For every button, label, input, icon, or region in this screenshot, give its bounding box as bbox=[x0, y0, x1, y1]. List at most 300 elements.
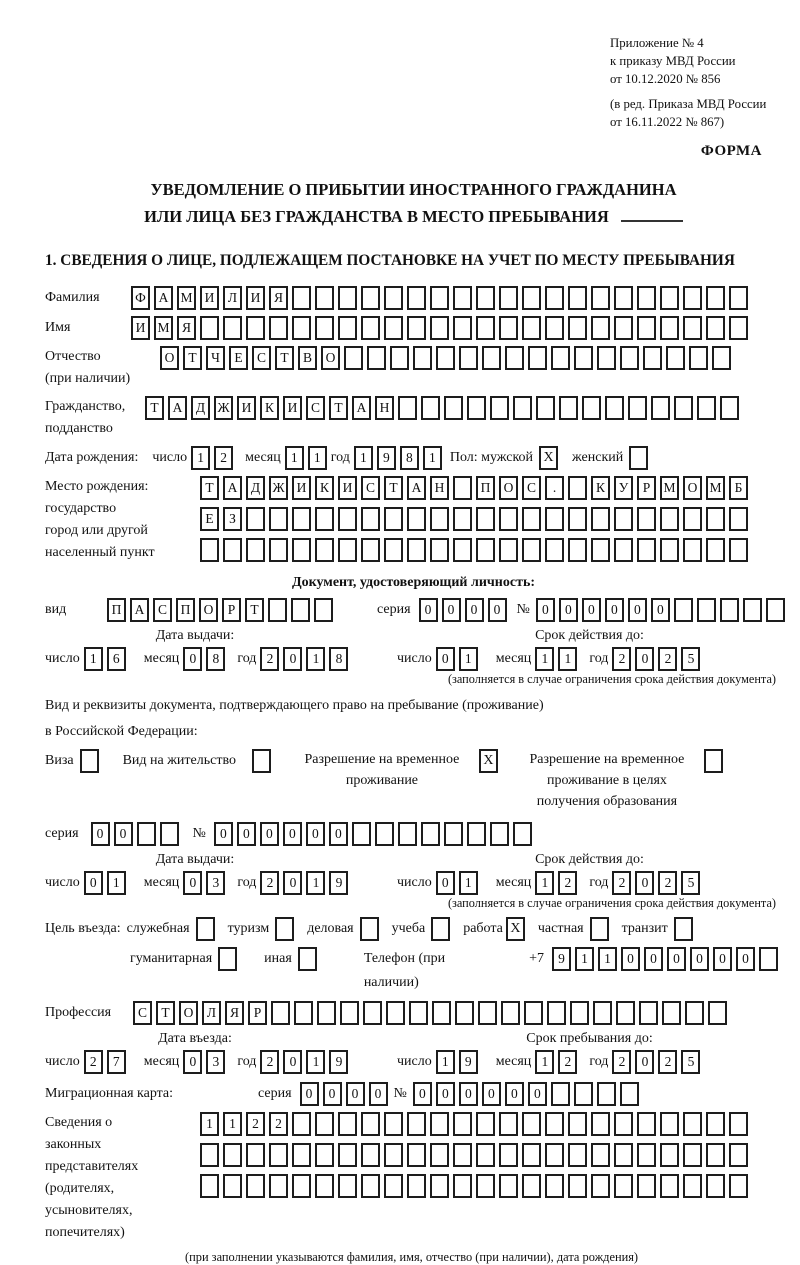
char-cell[interactable] bbox=[545, 286, 564, 310]
char-cell[interactable] bbox=[200, 1143, 219, 1167]
char-cell[interactable] bbox=[643, 346, 662, 370]
visa-checkbox[interactable] bbox=[80, 749, 99, 773]
char-cell[interactable]: А bbox=[154, 286, 173, 310]
char-cell[interactable] bbox=[660, 507, 679, 531]
char-cell[interactable] bbox=[338, 1174, 357, 1198]
char-cell[interactable] bbox=[683, 1174, 702, 1198]
char-cell[interactable]: 0 bbox=[635, 1050, 654, 1074]
char-cell[interactable] bbox=[574, 346, 593, 370]
char-cell[interactable]: 0 bbox=[582, 598, 601, 622]
char-cell[interactable] bbox=[413, 346, 432, 370]
char-cell[interactable] bbox=[597, 1082, 616, 1106]
business-checkbox[interactable] bbox=[360, 917, 379, 941]
char-cell[interactable]: М bbox=[177, 286, 196, 310]
char-cell[interactable]: Т bbox=[156, 1001, 175, 1025]
char-cell[interactable] bbox=[453, 1174, 472, 1198]
char-cell[interactable]: Ж bbox=[269, 476, 288, 500]
char-cell[interactable]: Д bbox=[191, 396, 210, 420]
char-cell[interactable]: 0 bbox=[436, 647, 455, 671]
char-cell[interactable]: 0 bbox=[300, 1082, 319, 1106]
char-cell[interactable]: И bbox=[283, 396, 302, 420]
char-cell[interactable] bbox=[683, 316, 702, 340]
char-cell[interactable] bbox=[660, 538, 679, 562]
char-cell[interactable] bbox=[421, 822, 440, 846]
char-cell[interactable] bbox=[453, 316, 472, 340]
char-cell[interactable]: 0 bbox=[419, 598, 438, 622]
char-cell[interactable]: А bbox=[130, 598, 149, 622]
char-cell[interactable] bbox=[292, 1112, 311, 1136]
char-cell[interactable]: 0 bbox=[346, 1082, 365, 1106]
char-cell[interactable] bbox=[545, 507, 564, 531]
char-cell[interactable] bbox=[384, 1174, 403, 1198]
char-cell[interactable] bbox=[524, 1001, 543, 1025]
sex-male-checkbox[interactable]: X bbox=[539, 446, 558, 470]
char-cell[interactable] bbox=[338, 316, 357, 340]
char-cell[interactable]: Л bbox=[223, 286, 242, 310]
char-cell[interactable]: 0 bbox=[436, 1082, 455, 1106]
char-cell[interactable] bbox=[499, 1174, 518, 1198]
char-cell[interactable]: 2 bbox=[658, 1050, 677, 1074]
char-cell[interactable] bbox=[467, 822, 486, 846]
char-cell[interactable] bbox=[430, 507, 449, 531]
char-cell[interactable]: 0 bbox=[621, 947, 640, 971]
char-cell[interactable] bbox=[338, 507, 357, 531]
char-cell[interactable] bbox=[637, 1174, 656, 1198]
char-cell[interactable] bbox=[223, 1174, 242, 1198]
char-cell[interactable]: 2 bbox=[658, 871, 677, 895]
char-cell[interactable]: 1 bbox=[285, 446, 304, 470]
char-cell[interactable]: 1 bbox=[306, 1050, 325, 1074]
char-cell[interactable] bbox=[315, 1174, 334, 1198]
char-cell[interactable] bbox=[505, 346, 524, 370]
char-cell[interactable] bbox=[384, 507, 403, 531]
char-cell[interactable]: 0 bbox=[442, 598, 461, 622]
char-cell[interactable] bbox=[476, 1112, 495, 1136]
char-cell[interactable] bbox=[614, 1112, 633, 1136]
char-cell[interactable]: 5 bbox=[681, 1050, 700, 1074]
char-cell[interactable] bbox=[568, 1143, 587, 1167]
char-cell[interactable]: 0 bbox=[369, 1082, 388, 1106]
char-cell[interactable] bbox=[137, 822, 156, 846]
char-cell[interactable] bbox=[407, 316, 426, 340]
char-cell[interactable] bbox=[637, 286, 656, 310]
char-cell[interactable] bbox=[223, 1143, 242, 1167]
char-cell[interactable]: 2 bbox=[260, 1050, 279, 1074]
char-cell[interactable] bbox=[476, 1143, 495, 1167]
char-cell[interactable] bbox=[338, 1112, 357, 1136]
char-cell[interactable] bbox=[720, 396, 739, 420]
char-cell[interactable]: 0 bbox=[644, 947, 663, 971]
char-cell[interactable] bbox=[689, 346, 708, 370]
char-cell[interactable]: 0 bbox=[306, 822, 325, 846]
char-cell[interactable]: 2 bbox=[260, 647, 279, 671]
char-cell[interactable]: 1 bbox=[84, 647, 103, 671]
char-cell[interactable] bbox=[352, 822, 371, 846]
char-cell[interactable] bbox=[444, 822, 463, 846]
char-cell[interactable]: Л bbox=[202, 1001, 221, 1025]
char-cell[interactable] bbox=[697, 598, 716, 622]
char-cell[interactable] bbox=[545, 1143, 564, 1167]
char-cell[interactable]: Р bbox=[248, 1001, 267, 1025]
char-cell[interactable] bbox=[614, 1174, 633, 1198]
char-cell[interactable] bbox=[712, 346, 731, 370]
char-cell[interactable]: . bbox=[545, 476, 564, 500]
char-cell[interactable]: 0 bbox=[667, 947, 686, 971]
char-cell[interactable] bbox=[384, 1112, 403, 1136]
char-cell[interactable] bbox=[269, 1143, 288, 1167]
char-cell[interactable] bbox=[344, 346, 363, 370]
char-cell[interactable]: 2 bbox=[260, 871, 279, 895]
char-cell[interactable]: 1 bbox=[354, 446, 373, 470]
char-cell[interactable]: 8 bbox=[400, 446, 419, 470]
char-cell[interactable]: 0 bbox=[559, 598, 578, 622]
char-cell[interactable] bbox=[614, 507, 633, 531]
char-cell[interactable]: 0 bbox=[528, 1082, 547, 1106]
char-cell[interactable] bbox=[482, 346, 501, 370]
char-cell[interactable] bbox=[407, 286, 426, 310]
char-cell[interactable] bbox=[315, 316, 334, 340]
char-cell[interactable] bbox=[223, 538, 242, 562]
char-cell[interactable] bbox=[315, 507, 334, 531]
char-cell[interactable]: 2 bbox=[214, 446, 233, 470]
char-cell[interactable]: О bbox=[160, 346, 179, 370]
char-cell[interactable] bbox=[269, 507, 288, 531]
char-cell[interactable] bbox=[338, 538, 357, 562]
char-cell[interactable]: 0 bbox=[183, 1050, 202, 1074]
char-cell[interactable] bbox=[455, 1001, 474, 1025]
char-cell[interactable]: Т bbox=[145, 396, 164, 420]
char-cell[interactable] bbox=[545, 538, 564, 562]
char-cell[interactable] bbox=[421, 396, 440, 420]
char-cell[interactable] bbox=[453, 286, 472, 310]
char-cell[interactable] bbox=[729, 1143, 748, 1167]
char-cell[interactable]: 0 bbox=[436, 871, 455, 895]
char-cell[interactable] bbox=[200, 538, 219, 562]
char-cell[interactable] bbox=[568, 316, 587, 340]
char-cell[interactable] bbox=[269, 538, 288, 562]
sex-female-checkbox[interactable] bbox=[629, 446, 648, 470]
char-cell[interactable] bbox=[453, 1112, 472, 1136]
char-cell[interactable] bbox=[706, 538, 725, 562]
char-cell[interactable]: А bbox=[407, 476, 426, 500]
char-cell[interactable]: И bbox=[246, 286, 265, 310]
char-cell[interactable] bbox=[545, 1112, 564, 1136]
char-cell[interactable] bbox=[340, 1001, 359, 1025]
char-cell[interactable]: О bbox=[199, 598, 218, 622]
char-cell[interactable] bbox=[683, 1112, 702, 1136]
char-cell[interactable] bbox=[490, 822, 509, 846]
char-cell[interactable] bbox=[467, 396, 486, 420]
education-residence-checkbox[interactable] bbox=[704, 749, 723, 773]
char-cell[interactable]: 1 bbox=[223, 1112, 242, 1136]
char-cell[interactable]: У bbox=[614, 476, 633, 500]
char-cell[interactable] bbox=[591, 1174, 610, 1198]
char-cell[interactable]: Е bbox=[200, 507, 219, 531]
char-cell[interactable] bbox=[409, 1001, 428, 1025]
char-cell[interactable]: 0 bbox=[214, 822, 233, 846]
char-cell[interactable] bbox=[361, 1112, 380, 1136]
char-cell[interactable]: 1 bbox=[535, 647, 554, 671]
humanitarian-checkbox[interactable] bbox=[218, 947, 237, 971]
char-cell[interactable]: Я bbox=[225, 1001, 244, 1025]
char-cell[interactable] bbox=[637, 1143, 656, 1167]
tourism-checkbox[interactable] bbox=[275, 917, 294, 941]
char-cell[interactable] bbox=[522, 1143, 541, 1167]
char-cell[interactable] bbox=[315, 286, 334, 310]
char-cell[interactable] bbox=[522, 1112, 541, 1136]
temporary-residence-checkbox[interactable]: X bbox=[479, 749, 498, 773]
char-cell[interactable] bbox=[674, 598, 693, 622]
char-cell[interactable]: С bbox=[252, 346, 271, 370]
char-cell[interactable]: 1 bbox=[535, 871, 554, 895]
char-cell[interactable]: 0 bbox=[183, 647, 202, 671]
char-cell[interactable] bbox=[614, 316, 633, 340]
char-cell[interactable] bbox=[551, 346, 570, 370]
char-cell[interactable] bbox=[551, 1082, 570, 1106]
char-cell[interactable] bbox=[637, 316, 656, 340]
work-checkbox[interactable]: X bbox=[506, 917, 525, 941]
char-cell[interactable]: 9 bbox=[377, 446, 396, 470]
char-cell[interactable] bbox=[616, 1001, 635, 1025]
char-cell[interactable] bbox=[499, 286, 518, 310]
char-cell[interactable]: 9 bbox=[552, 947, 571, 971]
char-cell[interactable]: 0 bbox=[713, 947, 732, 971]
char-cell[interactable]: 0 bbox=[635, 647, 654, 671]
char-cell[interactable] bbox=[729, 1112, 748, 1136]
char-cell[interactable] bbox=[294, 1001, 313, 1025]
char-cell[interactable] bbox=[384, 316, 403, 340]
char-cell[interactable]: 7 bbox=[107, 1050, 126, 1074]
char-cell[interactable] bbox=[683, 1143, 702, 1167]
char-cell[interactable] bbox=[637, 1112, 656, 1136]
char-cell[interactable] bbox=[547, 1001, 566, 1025]
char-cell[interactable]: 0 bbox=[283, 871, 302, 895]
char-cell[interactable]: О bbox=[179, 1001, 198, 1025]
char-cell[interactable] bbox=[639, 1001, 658, 1025]
char-cell[interactable] bbox=[591, 316, 610, 340]
char-cell[interactable] bbox=[501, 1001, 520, 1025]
char-cell[interactable]: 1 bbox=[459, 871, 478, 895]
char-cell[interactable]: 2 bbox=[612, 1050, 631, 1074]
char-cell[interactable] bbox=[407, 1143, 426, 1167]
char-cell[interactable] bbox=[375, 822, 394, 846]
char-cell[interactable]: Д bbox=[246, 476, 265, 500]
char-cell[interactable]: А bbox=[352, 396, 371, 420]
char-cell[interactable] bbox=[628, 396, 647, 420]
char-cell[interactable]: О bbox=[321, 346, 340, 370]
char-cell[interactable] bbox=[246, 1174, 265, 1198]
char-cell[interactable]: 0 bbox=[283, 647, 302, 671]
char-cell[interactable]: И bbox=[131, 316, 150, 340]
char-cell[interactable] bbox=[291, 598, 310, 622]
char-cell[interactable]: 3 bbox=[206, 1050, 225, 1074]
char-cell[interactable]: 0 bbox=[459, 1082, 478, 1106]
char-cell[interactable] bbox=[651, 396, 670, 420]
char-cell[interactable] bbox=[660, 1143, 679, 1167]
char-cell[interactable]: 0 bbox=[237, 822, 256, 846]
char-cell[interactable] bbox=[292, 286, 311, 310]
char-cell[interactable] bbox=[453, 507, 472, 531]
char-cell[interactable] bbox=[430, 538, 449, 562]
char-cell[interactable] bbox=[568, 538, 587, 562]
char-cell[interactable] bbox=[476, 286, 495, 310]
char-cell[interactable]: 1 bbox=[107, 871, 126, 895]
char-cell[interactable]: С bbox=[306, 396, 325, 420]
char-cell[interactable] bbox=[697, 396, 716, 420]
char-cell[interactable] bbox=[246, 1143, 265, 1167]
char-cell[interactable]: 0 bbox=[329, 822, 348, 846]
char-cell[interactable] bbox=[729, 1174, 748, 1198]
char-cell[interactable] bbox=[430, 1112, 449, 1136]
char-cell[interactable] bbox=[729, 507, 748, 531]
char-cell[interactable] bbox=[522, 1174, 541, 1198]
char-cell[interactable]: И bbox=[200, 286, 219, 310]
residence-permit-checkbox[interactable] bbox=[252, 749, 271, 773]
char-cell[interactable]: 0 bbox=[505, 1082, 524, 1106]
char-cell[interactable] bbox=[430, 1143, 449, 1167]
char-cell[interactable]: 1 bbox=[423, 446, 442, 470]
char-cell[interactable]: М bbox=[660, 476, 679, 500]
char-cell[interactable]: 0 bbox=[605, 598, 624, 622]
char-cell[interactable]: 1 bbox=[306, 871, 325, 895]
char-cell[interactable] bbox=[499, 1143, 518, 1167]
char-cell[interactable] bbox=[522, 507, 541, 531]
char-cell[interactable] bbox=[459, 346, 478, 370]
char-cell[interactable] bbox=[361, 1143, 380, 1167]
char-cell[interactable] bbox=[398, 396, 417, 420]
char-cell[interactable]: Б bbox=[729, 476, 748, 500]
char-cell[interactable] bbox=[706, 507, 725, 531]
char-cell[interactable] bbox=[436, 346, 455, 370]
char-cell[interactable]: 0 bbox=[690, 947, 709, 971]
char-cell[interactable] bbox=[384, 286, 403, 310]
char-cell[interactable] bbox=[591, 507, 610, 531]
char-cell[interactable] bbox=[545, 316, 564, 340]
char-cell[interactable] bbox=[662, 1001, 681, 1025]
char-cell[interactable] bbox=[453, 1143, 472, 1167]
char-cell[interactable]: 2 bbox=[612, 871, 631, 895]
char-cell[interactable] bbox=[361, 538, 380, 562]
char-cell[interactable] bbox=[292, 316, 311, 340]
char-cell[interactable]: Т bbox=[200, 476, 219, 500]
char-cell[interactable]: П bbox=[476, 476, 495, 500]
char-cell[interactable]: 0 bbox=[91, 822, 110, 846]
char-cell[interactable] bbox=[729, 316, 748, 340]
char-cell[interactable]: Н bbox=[375, 396, 394, 420]
char-cell[interactable] bbox=[246, 316, 265, 340]
char-cell[interactable] bbox=[708, 1001, 727, 1025]
char-cell[interactable]: 2 bbox=[558, 871, 577, 895]
char-cell[interactable] bbox=[384, 1143, 403, 1167]
char-cell[interactable]: К bbox=[260, 396, 279, 420]
char-cell[interactable] bbox=[430, 286, 449, 310]
char-cell[interactable]: 0 bbox=[323, 1082, 342, 1106]
char-cell[interactable] bbox=[620, 346, 639, 370]
char-cell[interactable]: 6 bbox=[107, 647, 126, 671]
char-cell[interactable] bbox=[522, 316, 541, 340]
char-cell[interactable] bbox=[478, 1001, 497, 1025]
char-cell[interactable]: Ж bbox=[214, 396, 233, 420]
char-cell[interactable]: 2 bbox=[658, 647, 677, 671]
char-cell[interactable] bbox=[513, 822, 532, 846]
char-cell[interactable]: 2 bbox=[269, 1112, 288, 1136]
char-cell[interactable] bbox=[591, 1143, 610, 1167]
char-cell[interactable]: 0 bbox=[183, 871, 202, 895]
char-cell[interactable]: И bbox=[338, 476, 357, 500]
char-cell[interactable]: 0 bbox=[736, 947, 755, 971]
char-cell[interactable] bbox=[499, 1112, 518, 1136]
char-cell[interactable] bbox=[317, 1001, 336, 1025]
char-cell[interactable]: П bbox=[176, 598, 195, 622]
char-cell[interactable] bbox=[444, 396, 463, 420]
char-cell[interactable] bbox=[361, 507, 380, 531]
char-cell[interactable] bbox=[620, 1082, 639, 1106]
char-cell[interactable] bbox=[614, 286, 633, 310]
char-cell[interactable] bbox=[570, 1001, 589, 1025]
char-cell[interactable] bbox=[568, 507, 587, 531]
char-cell[interactable] bbox=[246, 538, 265, 562]
char-cell[interactable] bbox=[453, 476, 472, 500]
char-cell[interactable] bbox=[390, 346, 409, 370]
char-cell[interactable] bbox=[384, 538, 403, 562]
char-cell[interactable] bbox=[269, 1174, 288, 1198]
char-cell[interactable]: 0 bbox=[465, 598, 484, 622]
char-cell[interactable] bbox=[200, 1174, 219, 1198]
char-cell[interactable]: С bbox=[133, 1001, 152, 1025]
char-cell[interactable] bbox=[568, 286, 587, 310]
char-cell[interactable]: 0 bbox=[260, 822, 279, 846]
char-cell[interactable] bbox=[223, 316, 242, 340]
char-cell[interactable]: 2 bbox=[612, 647, 631, 671]
char-cell[interactable] bbox=[706, 286, 725, 310]
char-cell[interactable]: 1 bbox=[558, 647, 577, 671]
char-cell[interactable]: 1 bbox=[200, 1112, 219, 1136]
char-cell[interactable] bbox=[660, 1112, 679, 1136]
char-cell[interactable]: Н bbox=[430, 476, 449, 500]
char-cell[interactable]: И bbox=[237, 396, 256, 420]
char-cell[interactable]: 0 bbox=[536, 598, 555, 622]
char-cell[interactable] bbox=[685, 1001, 704, 1025]
char-cell[interactable]: 0 bbox=[651, 598, 670, 622]
char-cell[interactable] bbox=[591, 538, 610, 562]
char-cell[interactable] bbox=[706, 1112, 725, 1136]
char-cell[interactable]: 0 bbox=[628, 598, 647, 622]
char-cell[interactable]: 0 bbox=[482, 1082, 501, 1106]
char-cell[interactable]: О bbox=[683, 476, 702, 500]
char-cell[interactable]: 9 bbox=[329, 871, 348, 895]
char-cell[interactable] bbox=[292, 538, 311, 562]
char-cell[interactable] bbox=[743, 598, 762, 622]
char-cell[interactable]: М bbox=[706, 476, 725, 500]
char-cell[interactable]: 0 bbox=[488, 598, 507, 622]
char-cell[interactable] bbox=[476, 1174, 495, 1198]
char-cell[interactable]: С bbox=[153, 598, 172, 622]
char-cell[interactable]: И bbox=[292, 476, 311, 500]
char-cell[interactable] bbox=[407, 507, 426, 531]
char-cell[interactable]: 2 bbox=[246, 1112, 265, 1136]
other-checkbox[interactable] bbox=[298, 947, 317, 971]
char-cell[interactable] bbox=[568, 476, 587, 500]
char-cell[interactable]: Е bbox=[229, 346, 248, 370]
char-cell[interactable] bbox=[476, 538, 495, 562]
char-cell[interactable]: 5 bbox=[681, 871, 700, 895]
char-cell[interactable] bbox=[528, 346, 547, 370]
char-cell[interactable]: К bbox=[315, 476, 334, 500]
char-cell[interactable] bbox=[361, 316, 380, 340]
char-cell[interactable]: 0 bbox=[413, 1082, 432, 1106]
char-cell[interactable]: С bbox=[361, 476, 380, 500]
char-cell[interactable] bbox=[729, 286, 748, 310]
